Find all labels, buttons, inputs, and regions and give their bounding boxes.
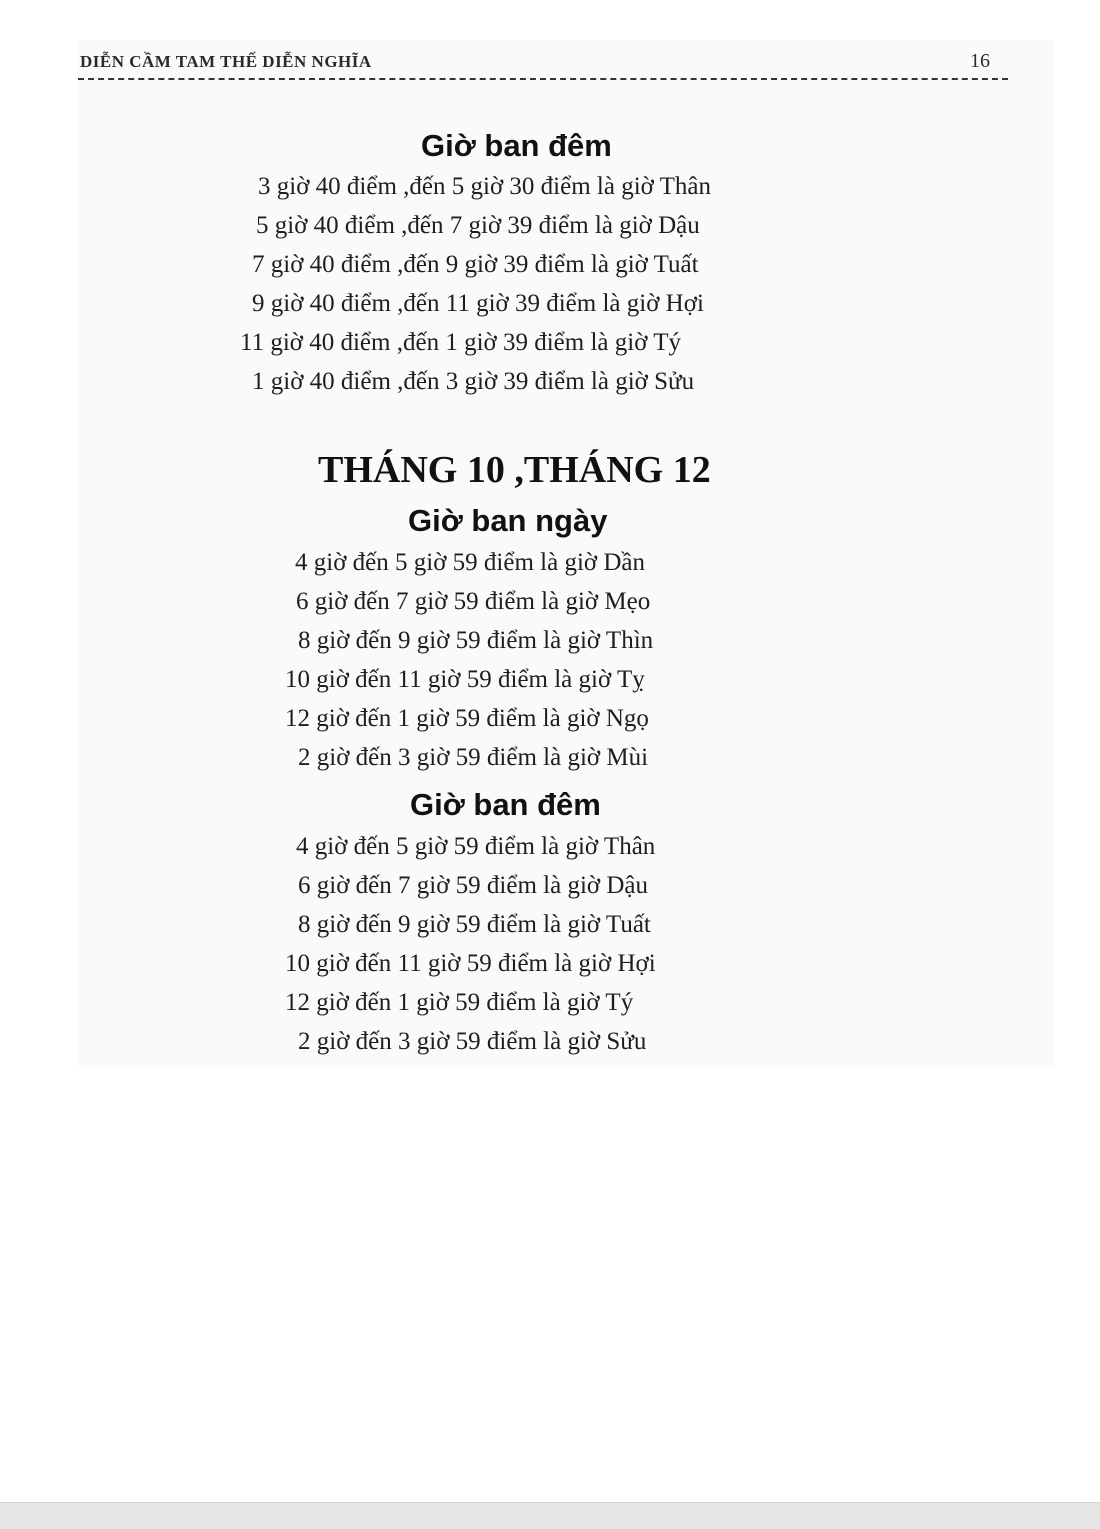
time-line: 1 giờ 40 điểm ,đến 3 giờ 39 điểm là giờ Sửu bbox=[252, 368, 695, 395]
time-line: 6 giờ đến 7 giờ 59 điểm là giờ Mẹo bbox=[296, 588, 651, 615]
time-line: 2 giờ đến 3 giờ 59 điểm là giờ Sửu bbox=[298, 1028, 647, 1055]
viewer-bottom-bar bbox=[0, 1502, 1100, 1529]
section-heading-day-2: Giờ ban ngày bbox=[408, 503, 608, 538]
time-line: 10 giờ đến 11 giờ 59 điểm là giờ Hợi bbox=[285, 950, 656, 977]
time-line: 7 giờ 40 điểm ,đến 9 giờ 39 điểm là giờ Tuất bbox=[252, 251, 699, 278]
time-line: 8 giờ đến 9 giờ 59 điểm là giờ Thìn bbox=[298, 627, 654, 654]
time-line: 3 giờ 40 điểm ,đến 5 giờ 30 điểm là giờ Thân bbox=[258, 173, 712, 200]
time-line: 6 giờ đến 7 giờ 59 điểm là giờ Dậu bbox=[298, 872, 649, 899]
time-line: 12 giờ đến 1 giờ 59 điểm là giờ Ngọ bbox=[285, 705, 649, 732]
time-line: 8 giờ đến 9 giờ 59 điểm là giờ Tuất bbox=[298, 911, 651, 938]
time-line: 10 giờ đến 11 giờ 59 điểm là giờ Tỵ bbox=[285, 666, 645, 693]
time-line: 9 giờ 40 điểm ,đến 11 giờ 39 điểm là giờ Hợi bbox=[252, 290, 704, 317]
time-line: 4 giờ đến 5 giờ 59 điểm là giờ Thân bbox=[296, 833, 656, 860]
time-line: 4 giờ đến 5 giờ 59 điểm là giờ Dần bbox=[295, 549, 646, 576]
time-line: 5 giờ 40 điểm ,đến 7 giờ 39 điểm là giờ Dậu bbox=[256, 212, 700, 239]
page-number: 16 bbox=[970, 50, 990, 72]
section-heading-night-1: Giờ ban đêm bbox=[421, 128, 612, 163]
time-line: 12 giờ đến 1 giờ 59 điểm là giờ Tý bbox=[285, 989, 634, 1016]
month-heading: THÁNG 10 ,THÁNG 12 bbox=[318, 449, 711, 491]
running-header bbox=[78, 50, 1008, 80]
time-line: 2 giờ đến 3 giờ 59 điểm là giờ Mùi bbox=[298, 744, 649, 771]
running-title: DIỄN CẦM TAM THẾ DIỄN NGHĨA bbox=[80, 52, 372, 71]
section-heading-night-2: Giờ ban đêm bbox=[410, 787, 601, 822]
time-line: 11 giờ 40 điểm ,đến 1 giờ 39 điểm là giờ Tý bbox=[240, 329, 682, 356]
